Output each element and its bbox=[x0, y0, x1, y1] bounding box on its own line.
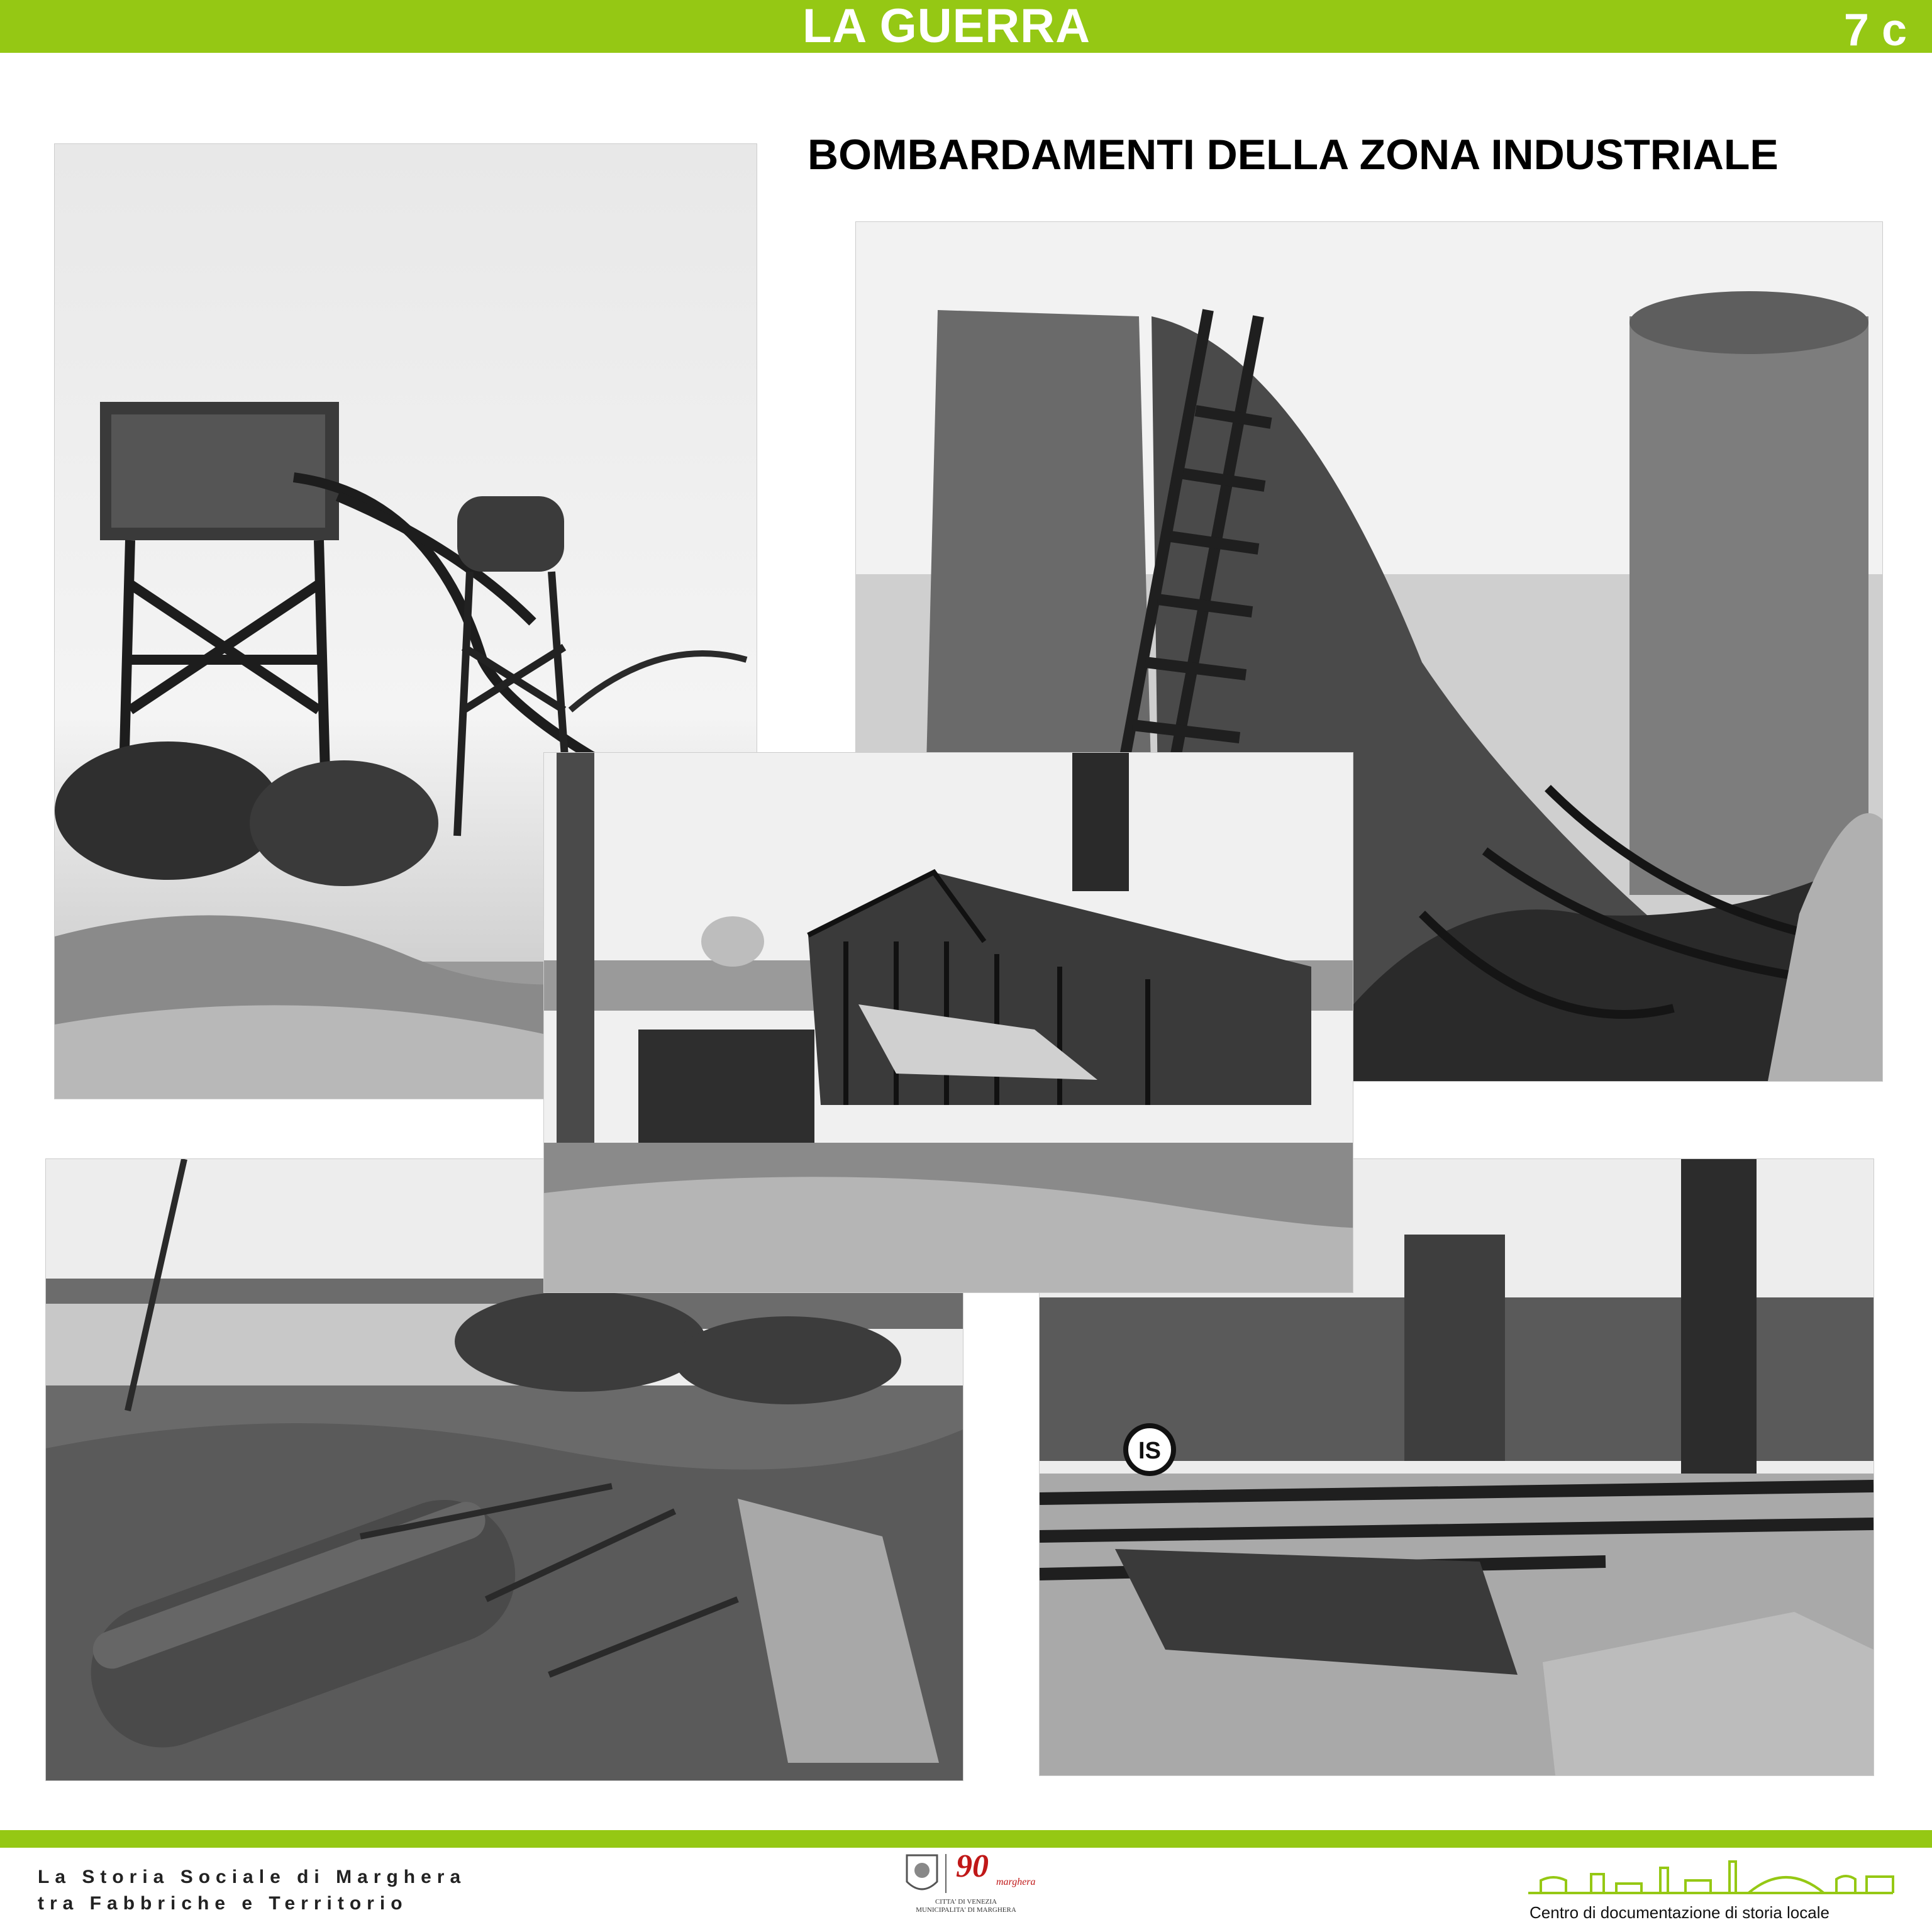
footer-title-line1: La Storia Sociale di Marghera bbox=[38, 1867, 467, 1887]
skyline-icon bbox=[1522, 1849, 1899, 1899]
svg-text:IS: IS bbox=[1138, 1438, 1161, 1464]
footer-project-title bbox=[38, 1864, 466, 1917]
logo-word-marghera: marghera bbox=[996, 1877, 1036, 1887]
logo-mark-90: 90 bbox=[956, 1848, 989, 1884]
municipality-logo bbox=[902, 1849, 1038, 1918]
documentation-center-caption: Centro di documentazione di storia locale bbox=[1530, 1903, 1829, 1922]
header-bar bbox=[0, 0, 1932, 53]
page-title: LA GUERRA bbox=[802, 0, 1091, 53]
footer-title-line2: tra Fabbriche e Territorio bbox=[38, 1893, 408, 1914]
panel-code: 7 c bbox=[1843, 5, 1907, 55]
section-subtitle: BOMBARDAMENTI DELLA ZONA INDUSTRIALE bbox=[808, 131, 1779, 179]
municipality-caption: CITTA' DI VENEZIA MUNICIPALITA' DI MARGHERA bbox=[916, 1898, 1016, 1914]
documentation-center-logo bbox=[1522, 1849, 1899, 1924]
photo-burnt-factory bbox=[543, 752, 1353, 1293]
footer-bar bbox=[0, 1830, 1932, 1848]
